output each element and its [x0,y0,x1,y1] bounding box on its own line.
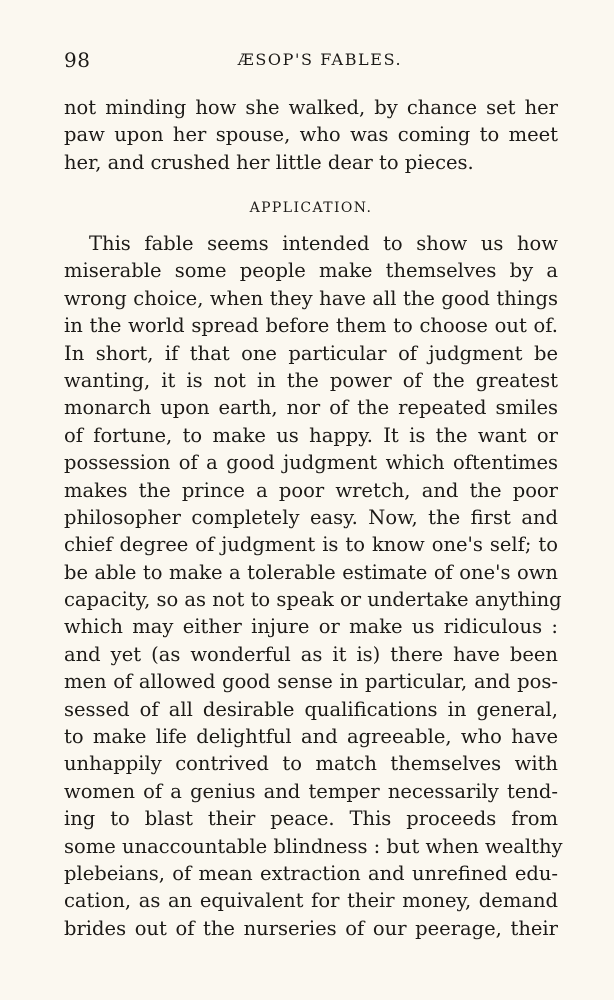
text-line: not minding how she walked, by chance set her [64,96,558,119]
text-line: be able to make a tolerable estimate of one's own [64,560,558,584]
text-line: capacity, so as not to speak or undertake anything [64,588,562,612]
application-paragraph [64,230,563,942]
text-line: brides out of the nurseries of our peerage, their [64,916,558,940]
text-line: sessed of all desirable qualifications in general, [64,697,558,721]
text-line: of fortune, to make us happy. It is the want or [64,423,558,447]
text-line: some unaccountable blindness : but when wealthy [64,834,563,858]
text-line: to make life delightful and agreeable, who have [64,725,558,749]
text-line: makes the prince a poor wretch, and the poor [64,478,558,502]
text-line: men of allowed good sense in particular, and pos- [64,670,558,694]
running-title: ÆSOP'S FABLES. [237,50,403,69]
text-line: wanting, it is not in the power of the greatest [64,368,558,392]
text-line: In short, if that one particular of judgment be [64,341,558,365]
text-line: possession of a good judgment which oftentimes [64,451,558,475]
text-line: monarch upon earth, nor of the repeated smiles [64,396,558,420]
text-line: wrong choice, when they have all the good things [64,286,558,310]
text-line: cation, as an equivalent for their money, demand [64,889,558,913]
text-line: in the world spread before them to choose out of. [64,314,558,338]
text-line: paw upon her spouse, who was coming to meet [64,123,558,147]
text-line: philosopher completely easy. Now, the first and [64,505,558,529]
running-head [64,48,558,76]
page-number: 98 [64,48,91,72]
text-line: ing to blast their peace. This proceeds from [64,807,558,831]
text-line: This fable seems intended to show us how [89,232,558,255]
text-line: unhappily contrived to match themselves with [64,752,558,776]
section-heading: APPLICATION. [249,200,373,216]
text-line: her, and crushed her little dear to pieces. [64,150,474,174]
text-line: miserable some people make themselves by a [64,259,558,283]
text-line: women of a genius and temper necessarily tend- [64,779,558,803]
fable-ending-paragraph [64,94,558,176]
text-line: and yet (as wonderful as it is) there have been [64,642,558,666]
text-line: chief degree of judgment is to know one's self; to [64,533,558,557]
text-line: plebeians, of mean extraction and unrefined edu- [64,861,558,885]
text-line: which may either injure or make us ridiculous : [64,615,558,639]
